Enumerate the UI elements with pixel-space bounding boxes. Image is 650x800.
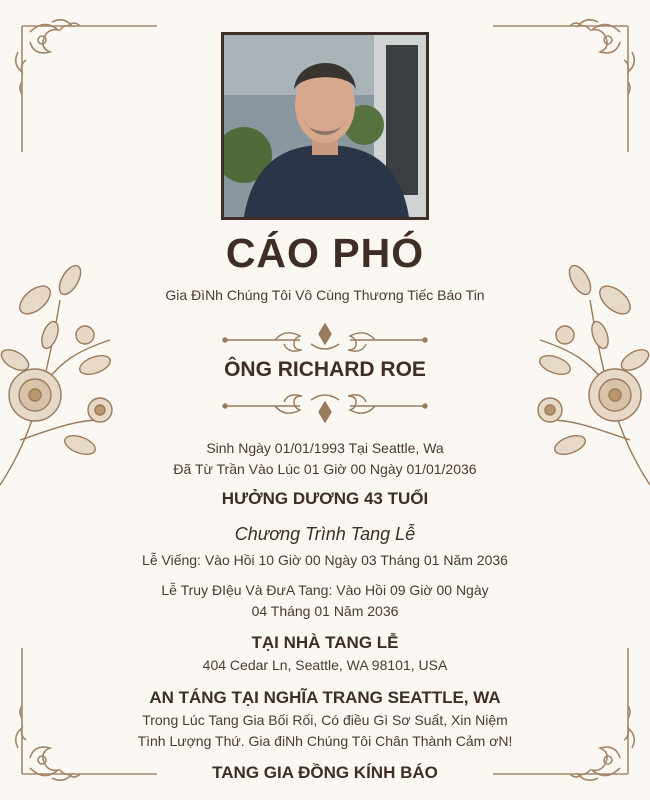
page-subtitle: Gia ĐìNh Chúng Tôi Vô Cùng Thương Tiếc Báo Tin	[165, 287, 485, 303]
venue-address: 404 Cedar Ln, Seattle, WA 98101, USA	[202, 657, 448, 673]
apology-line2: Tình Lượng Thứ. Gia điNh Chúng Tôi Chân Thành Cảm ơN!	[137, 733, 513, 749]
birth-info: Sinh Ngày 01/01/1993 Tại Seattle, Wa	[206, 440, 444, 456]
death-info: Đã Từ Trần Vào Lúc 01 Giờ 00 Ngày 01/01/2036	[173, 461, 477, 477]
deceased-name: ÔNG RICHARD ROE	[224, 358, 426, 381]
divider-flourish-icon	[215, 318, 435, 356]
apology-line1: Trong Lúc Tang Gia Bối Rối, Có điều Gì Sơ Suất, Xin Niệm	[142, 712, 508, 728]
corner-ornament-icon	[488, 12, 638, 157]
program-heading: Chương Trình Tang Lễ	[234, 524, 416, 544]
family-signature: TANG GIA ĐỒNG KÍNH BÁO	[212, 763, 438, 782]
page-title: CÁO PHÓ	[225, 230, 425, 276]
divider-flourish-icon	[215, 388, 435, 426]
burial-heading: AN TÁNG TẠI NGHĨA TRANG SEATTLE, WA	[149, 688, 501, 707]
visitation-info: Lễ Viếng: Vào Hồi 10 Giờ 00 Ngày 03 Tháng 01 Năm 2036	[142, 552, 508, 568]
memorial-info-line2: 04 Tháng 01 Năm 2036	[251, 603, 399, 619]
venue-heading: TẠI NHÀ TANG LỄ	[251, 633, 399, 652]
age-info: HƯỞNG DƯƠNG 43 TUỔI	[221, 489, 429, 508]
portrait-photo	[221, 32, 429, 220]
memorial-info-line1: Lễ Truy ĐIệu Và ĐưA Tang: Vào Hồi 09 Giờ 00 Ngày	[161, 582, 489, 598]
corner-ornament-icon	[12, 12, 162, 157]
